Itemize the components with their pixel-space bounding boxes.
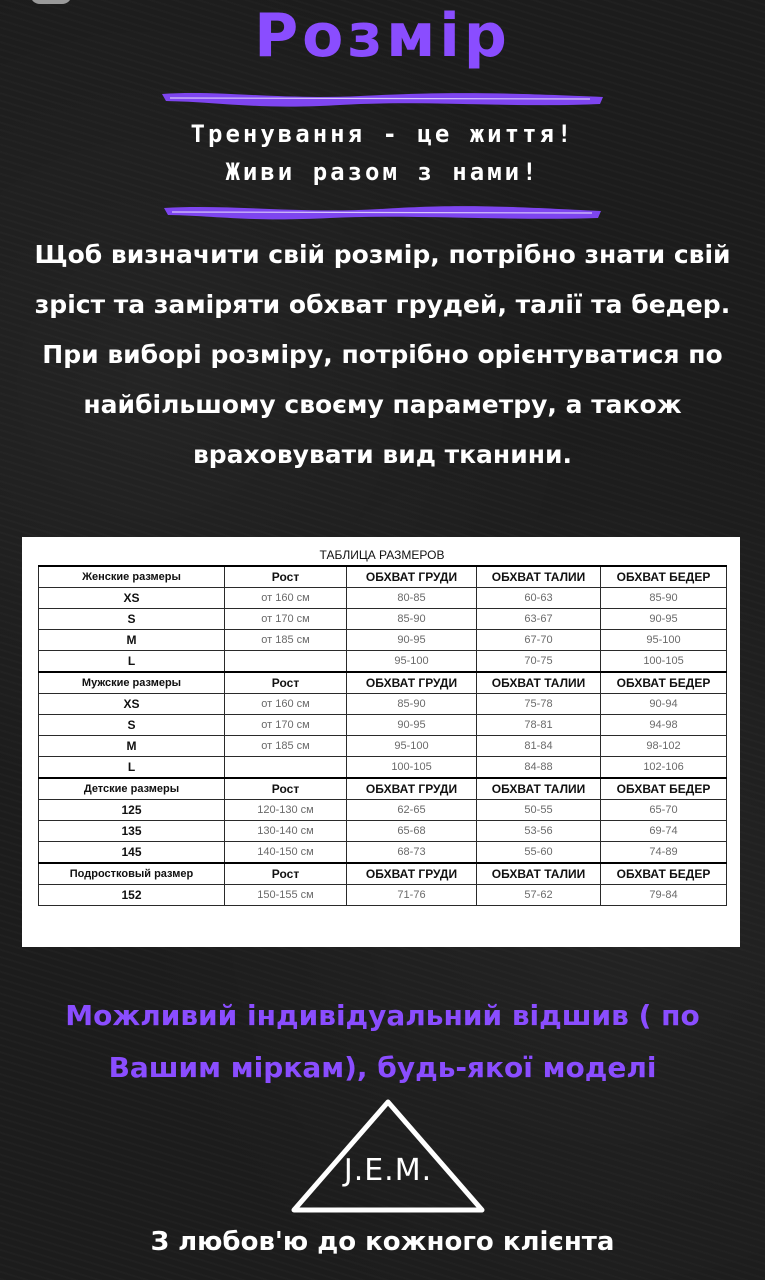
measurement-cell: 67-70 <box>477 630 601 651</box>
measurement-cell: 79-84 <box>601 885 727 906</box>
table-header-row <box>39 778 727 800</box>
table-header-row <box>39 566 727 588</box>
table-row <box>39 800 727 821</box>
measurement-cell: 95-100 <box>347 736 477 757</box>
size-label-cell: 152 <box>39 885 225 906</box>
table-row <box>39 588 727 609</box>
measurement-cell: 100-105 <box>347 757 477 779</box>
size-table <box>38 565 727 906</box>
measurement-cell: 102-106 <box>601 757 727 779</box>
measurement-cell: 90-95 <box>601 609 727 630</box>
measurement-cell: 120-130 см <box>225 800 347 821</box>
measurement-cell: 63-67 <box>477 609 601 630</box>
measurement-cell: 130-140 см <box>225 821 347 842</box>
table-row <box>39 757 727 779</box>
measurement-cell: 85-90 <box>347 609 477 630</box>
table-header-cell: Рост <box>225 863 347 885</box>
table-header-cell: Рост <box>225 778 347 800</box>
measurement-cell: от 160 см <box>225 588 347 609</box>
measurement-cell: 100-105 <box>601 651 727 673</box>
measurement-cell: 90-95 <box>347 630 477 651</box>
table-header-cell: ОБХВАТ ТАЛИИ <box>477 672 601 694</box>
custom-note-line-1: Можливий індивідуальний відшив ( по <box>65 999 700 1032</box>
measurement-cell: 75-78 <box>477 694 601 715</box>
table-header-cell: Мужские размеры <box>39 672 225 694</box>
table-row <box>39 630 727 651</box>
measurement-cell: 90-94 <box>601 694 727 715</box>
size-label-cell: 125 <box>39 800 225 821</box>
size-label-cell: M <box>39 736 225 757</box>
table-header-cell: ОБХВАТ ГРУДИ <box>347 863 477 885</box>
size-label-cell: 135 <box>39 821 225 842</box>
table-header-cell: ОБХВАТ БЕДЕР <box>601 778 727 800</box>
measurement-cell: 81-84 <box>477 736 601 757</box>
table-header-row <box>39 863 727 885</box>
size-label-cell: S <box>39 609 225 630</box>
table-header-cell: ОБХВАТ БЕДЕР <box>601 863 727 885</box>
measurement-cell: 95-100 <box>601 630 727 651</box>
measurement-cell: 98-102 <box>601 736 727 757</box>
size-label-cell: S <box>39 715 225 736</box>
custom-note-line-2: Вашим міркам), будь-якої моделі <box>108 1051 657 1084</box>
measurement-cell: 85-90 <box>601 588 727 609</box>
custom-tailoring-note <box>0 990 765 1094</box>
measurement-cell <box>225 651 347 673</box>
table-row <box>39 736 727 757</box>
footer-text: З любов'ю до кожного клієнта <box>150 1227 615 1257</box>
table-header-cell: Рост <box>225 566 347 588</box>
measurement-cell: от 170 см <box>225 715 347 736</box>
table-header-cell: ОБХВАТ ТАЛИИ <box>477 566 601 588</box>
measurement-cell <box>225 757 347 779</box>
table-header-cell: Рост <box>225 672 347 694</box>
measurement-cell: 55-60 <box>477 842 601 864</box>
measurement-cell: 80-85 <box>347 588 477 609</box>
measurement-cell: 94-98 <box>601 715 727 736</box>
table-header-cell: Женские размеры <box>39 566 225 588</box>
motto-line-2: Живи разом з нами! <box>225 158 540 186</box>
intro-paragraph-2: При виборі розміру, потрібно орієнтуватися по найбільшому своєму параметру, а також враховувати вид тканини. <box>42 340 723 469</box>
measurement-cell: 140-150 см <box>225 842 347 864</box>
table-header-cell: ОБХВАТ ТАЛИИ <box>477 863 601 885</box>
measurement-cell: от 170 см <box>225 609 347 630</box>
measurement-cell: 53-56 <box>477 821 601 842</box>
table-header-cell: ОБХВАТ ГРУДИ <box>347 566 477 588</box>
brush-stroke-bottom <box>160 201 605 223</box>
measurement-cell: 57-62 <box>477 885 601 906</box>
intro-paragraph-1: Щоб визначити свій розмір, потрібно знати свій зріст та заміряти обхват грудей, талії та бедер. <box>34 240 731 319</box>
table-header-cell: ОБХВАТ БЕДЕР <box>601 566 727 588</box>
intro-text <box>20 230 745 480</box>
table-row <box>39 842 727 864</box>
table-row <box>39 885 727 906</box>
measurement-cell: 74-89 <box>601 842 727 864</box>
measurement-cell: 70-75 <box>477 651 601 673</box>
table-header-row <box>39 672 727 694</box>
size-label-cell: L <box>39 757 225 779</box>
logo-text: J.E.M. <box>343 1153 433 1188</box>
measurement-cell: от 185 см <box>225 736 347 757</box>
measurement-cell: 68-73 <box>347 842 477 864</box>
measurement-cell: 60-63 <box>477 588 601 609</box>
size-table-image <box>22 537 740 947</box>
measurement-cell: от 185 см <box>225 630 347 651</box>
table-header-cell: Детские размеры <box>39 778 225 800</box>
measurement-cell: 71-76 <box>347 885 477 906</box>
table-header-cell: Подростковый размер <box>39 863 225 885</box>
size-label-cell: 145 <box>39 842 225 864</box>
table-header-cell: ОБХВАТ ГРУДИ <box>347 672 477 694</box>
size-label-cell: XS <box>39 694 225 715</box>
measurement-cell: 50-55 <box>477 800 601 821</box>
measurement-cell: от 160 см <box>225 694 347 715</box>
table-row <box>39 694 727 715</box>
table-header-cell: ОБХВАТ ГРУДИ <box>347 778 477 800</box>
measurement-cell: 69-74 <box>601 821 727 842</box>
measurement-cell: 62-65 <box>347 800 477 821</box>
table-header-cell: ОБХВАТ БЕДЕР <box>601 672 727 694</box>
motto-line-1: Тренування - це життя! <box>190 120 575 148</box>
size-label-cell: XS <box>39 588 225 609</box>
size-table-title: ТАБЛИЦА РАЗМЕРОВ <box>319 548 445 562</box>
measurement-cell: 65-70 <box>601 800 727 821</box>
table-header-cell: ОБХВАТ ТАЛИИ <box>477 778 601 800</box>
measurement-cell: 90-95 <box>347 715 477 736</box>
measurement-cell: 65-68 <box>347 821 477 842</box>
page-title: Розмір <box>254 1 511 71</box>
measurement-cell: 85-90 <box>347 694 477 715</box>
measurement-cell: 84-88 <box>477 757 601 779</box>
measurement-cell: 150-155 см <box>225 885 347 906</box>
table-row <box>39 715 727 736</box>
measurement-cell: 95-100 <box>347 651 477 673</box>
size-label-cell: L <box>39 651 225 673</box>
table-row <box>39 609 727 630</box>
brush-stroke-top <box>160 88 605 110</box>
table-row <box>39 651 727 673</box>
measurement-cell: 78-81 <box>477 715 601 736</box>
table-row <box>39 821 727 842</box>
size-label-cell: M <box>39 630 225 651</box>
